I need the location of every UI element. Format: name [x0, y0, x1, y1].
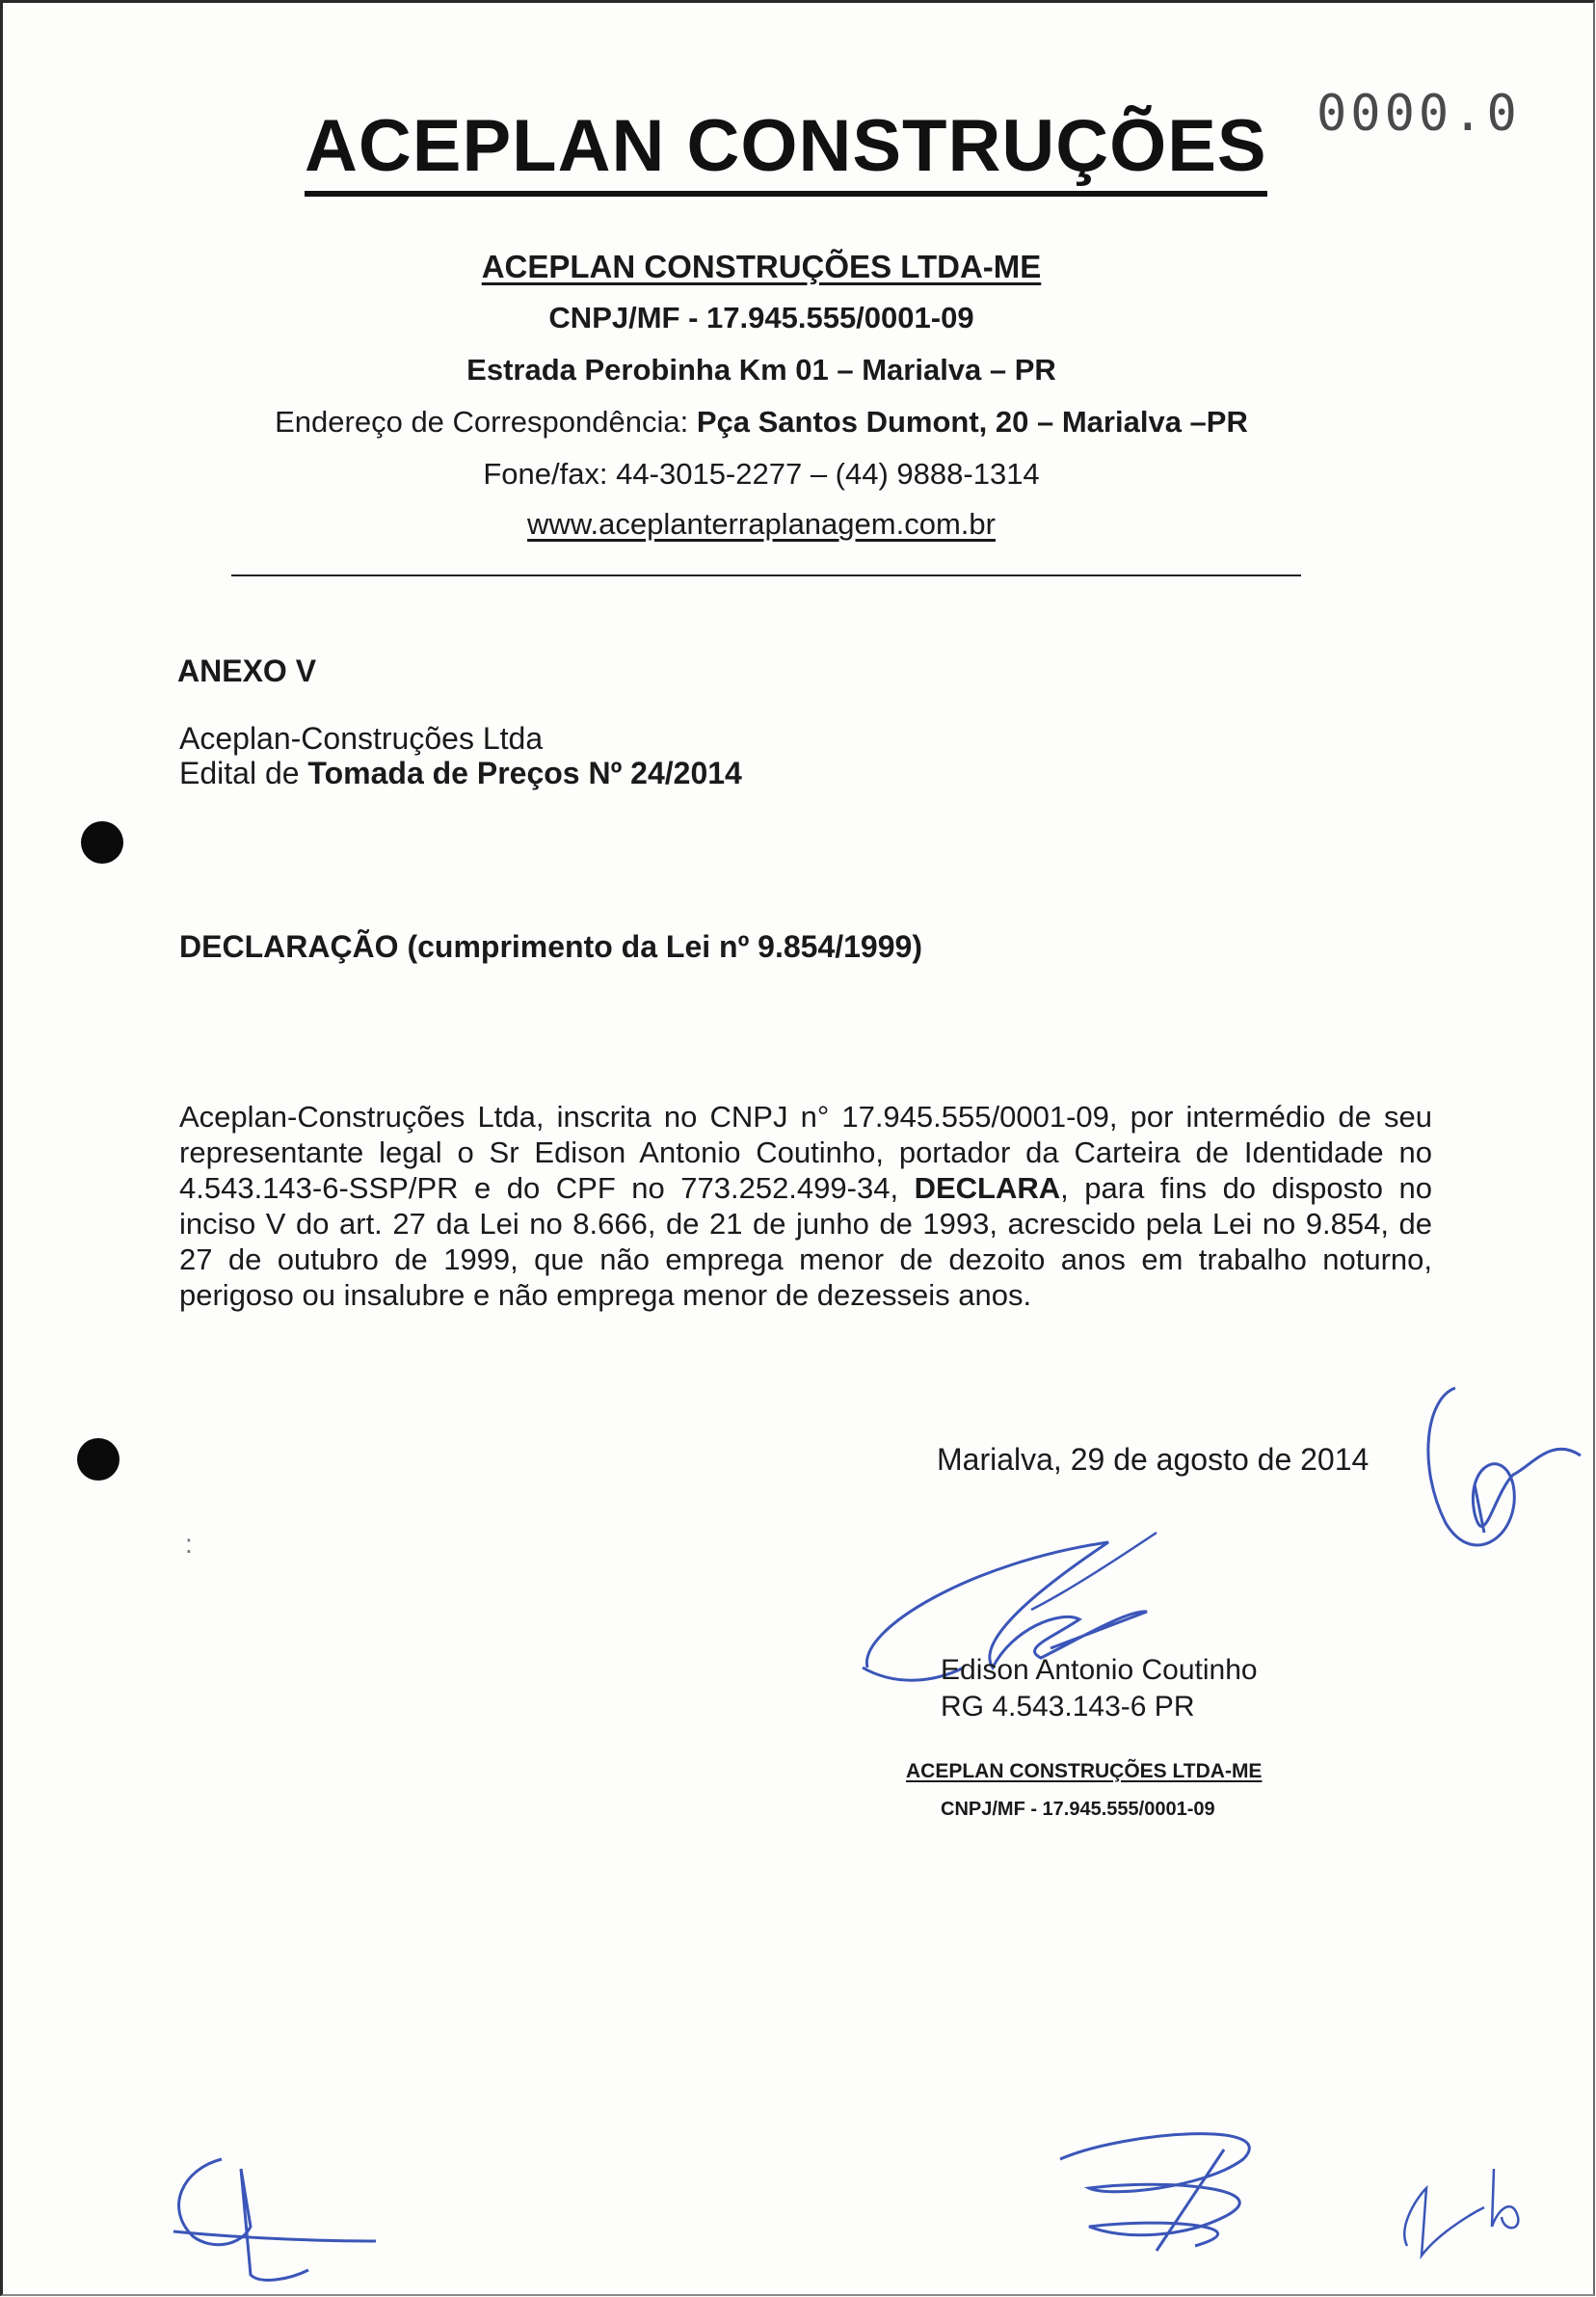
annex-title: ANEXO V [177, 654, 317, 688]
bottom-initials-right [1378, 2140, 1532, 2265]
declaration-keyword: DECLARA [914, 1171, 1061, 1205]
annex-company: Aceplan-Construções Ltda [179, 721, 544, 756]
page-number-stamp: 0000.0 [1317, 85, 1521, 143]
edital-label: Edital de [179, 756, 308, 790]
declaration-body-part2: , para fins do disposto no inciso V do art. 27 da Lei no 8.666, de 21 de junho de 1993, acrescido pela Lei no 9.854, de 27 de outubro de 1999, que não emprega menor de dezoito anos em trabalho noturno, perigoso ou insalubre e não emprega menor de dezesseis anos. [179, 1171, 1433, 1312]
mail-label: Endereço de Correspondência: [275, 405, 697, 439]
declaration-body [179, 1099, 1432, 1313]
margin-initials-right [1407, 1378, 1590, 1590]
declaration-body-part1: Aceplan-Construções Ltda, inscrita no CNPJ n° 17.945.555/0001-09, por intermédio de seu representante legal o Sr Edison Antonio Coutinho, portador da Carteira de Identidade no 4.543.143-6-SSP/PR e do CPF no 773.252.499-34, [179, 1100, 1432, 1205]
stray-mark: : [185, 1529, 193, 1559]
punch-hole-top [81, 821, 123, 864]
company-website [0, 507, 1559, 542]
signer-rg: RG 4.543.143-6 PR [941, 1691, 1195, 1723]
company-address: Estrada Perobinha Km 01 – Marialva – PR [466, 353, 1056, 387]
company-cnpj: CNPJ/MF - 17.945.555/0001-09 [548, 301, 974, 334]
punch-hole-bottom [77, 1438, 120, 1481]
annex-edital [179, 756, 742, 791]
header-divider [231, 574, 1301, 576]
mail-address: Pça Santos Dumont, 20 – Marialva –PR [696, 405, 1248, 439]
bottom-initials-left [164, 2150, 386, 2284]
signer-name: Edison Antonio Coutinho [941, 1654, 1258, 1686]
company-name-text: ACEPLAN CONSTRUÇÕES LTDA-ME [481, 249, 1042, 284]
website-link[interactable]: www.aceplanterraplanagem.com.br [527, 507, 996, 541]
company-phone: Fone/fax: 44-3015-2277 – (44) 9888-1314 [483, 457, 1040, 491]
date-line: Marialva, 29 de agosto de 2014 [937, 1442, 1370, 1477]
declaration-title: DECLARAÇÃO (cumprimento da Lei nº 9.854/1999) [179, 929, 922, 964]
company-mail-address [0, 405, 1559, 440]
brand-title: ACEPLAN CONSTRUÇÕES [305, 104, 1267, 197]
edital-value: Tomada de Preços Nº 24/2014 [307, 756, 742, 790]
bottom-initials-center [1051, 2121, 1291, 2256]
stamp-company-name: ACEPLAN CONSTRUÇÕES LTDA-ME [906, 1760, 1263, 1782]
company-name [0, 249, 1559, 285]
stamp-cnpj: CNPJ/MF - 17.945.555/0001-09 [941, 1799, 1215, 1820]
